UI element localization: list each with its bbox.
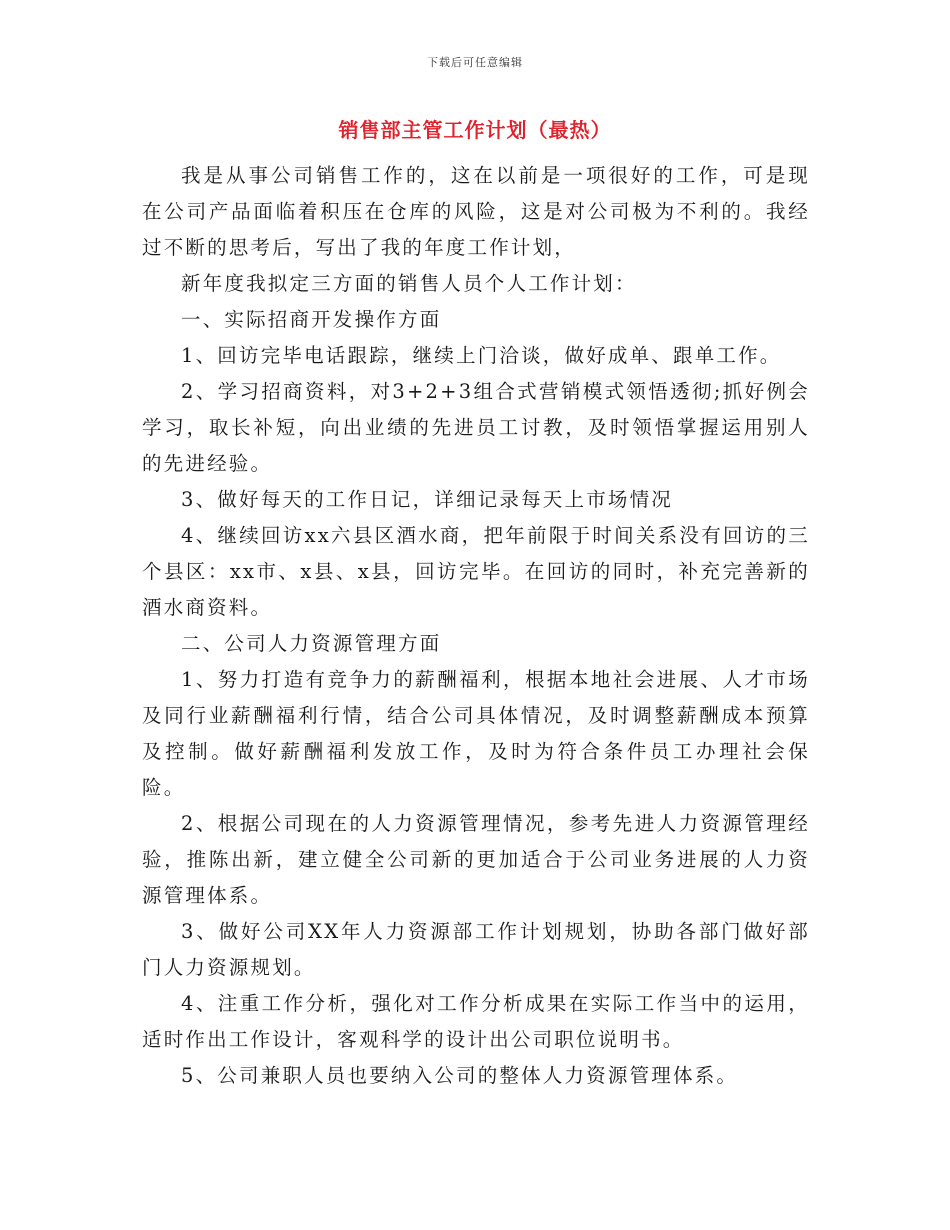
document-body	[142, 158, 810, 1094]
list-item: 5、公司兼职人员也要纳入公司的整体人力资源管理体系。	[181, 1064, 739, 1087]
list-item: 2、学习招商资料，对3+2+3组合式营销模式领悟透彻;抓好例会学习，取长补短，向出业绩的先进员工讨教，及时领悟掌握运用别人的先进经验。	[142, 380, 810, 475]
list-item: 3、做好每天的工作日记，详细记录每天上市场情况	[181, 488, 674, 511]
list-item: 4、注重工作分析，强化对工作分析成果在实际工作当中的运用，适时作出工作设计，客观科学的设计出公司职位说明书。	[142, 992, 810, 1051]
document-title: 销售部主管工作计划（最热）	[338, 118, 612, 142]
paragraph-plan-overview: 新年度我拟定三方面的销售人员个人工作计划：	[181, 272, 637, 295]
list-item: 4、继续回访xx六县区酒水商，把年前限于时间关系没有回访的三个县区：xx市、x县、x县，回访完毕。在回访的同时，补充完善新的酒水商资料。	[142, 524, 810, 619]
list-item: 3、做好公司XX年人力资源部工作计划规划，协助各部门做好部门人力资源规划。	[142, 920, 810, 979]
list-item: 1、努力打造有竞争力的薪酬福利，根据本地社会进展、人才市场及同行业薪酬福利行情，结合公司具体情况，及时调整薪酬成本预算及控制。做好薪酬福利发放工作，及时为符合条件员工办理社会保险。	[142, 668, 810, 799]
paragraph-intro: 我是从事公司销售工作的，这在以前是一项很好的工作，可是现在公司产品面临着积压在仓库的风险，这是对公司极为不利的。我经过不断的思考后，写出了我的年度工作计划，	[142, 164, 810, 259]
section-heading-1: 一、实际招商开发操作方面	[181, 308, 442, 331]
list-item: 2、根据公司现在的人力资源管理情况，参考先进人力资源管理经验，推陈出新，建立健全公司新的更加适合于公司业务进展的人力资源管理体系。	[142, 812, 810, 907]
header-note: 下载后可任意编辑	[427, 56, 523, 69]
list-item: 1、回访完毕电话跟踪，继续上门洽谈，做好成单、跟单工作。	[181, 344, 782, 367]
section-heading-2: 二、公司人力资源管理方面	[181, 632, 442, 655]
